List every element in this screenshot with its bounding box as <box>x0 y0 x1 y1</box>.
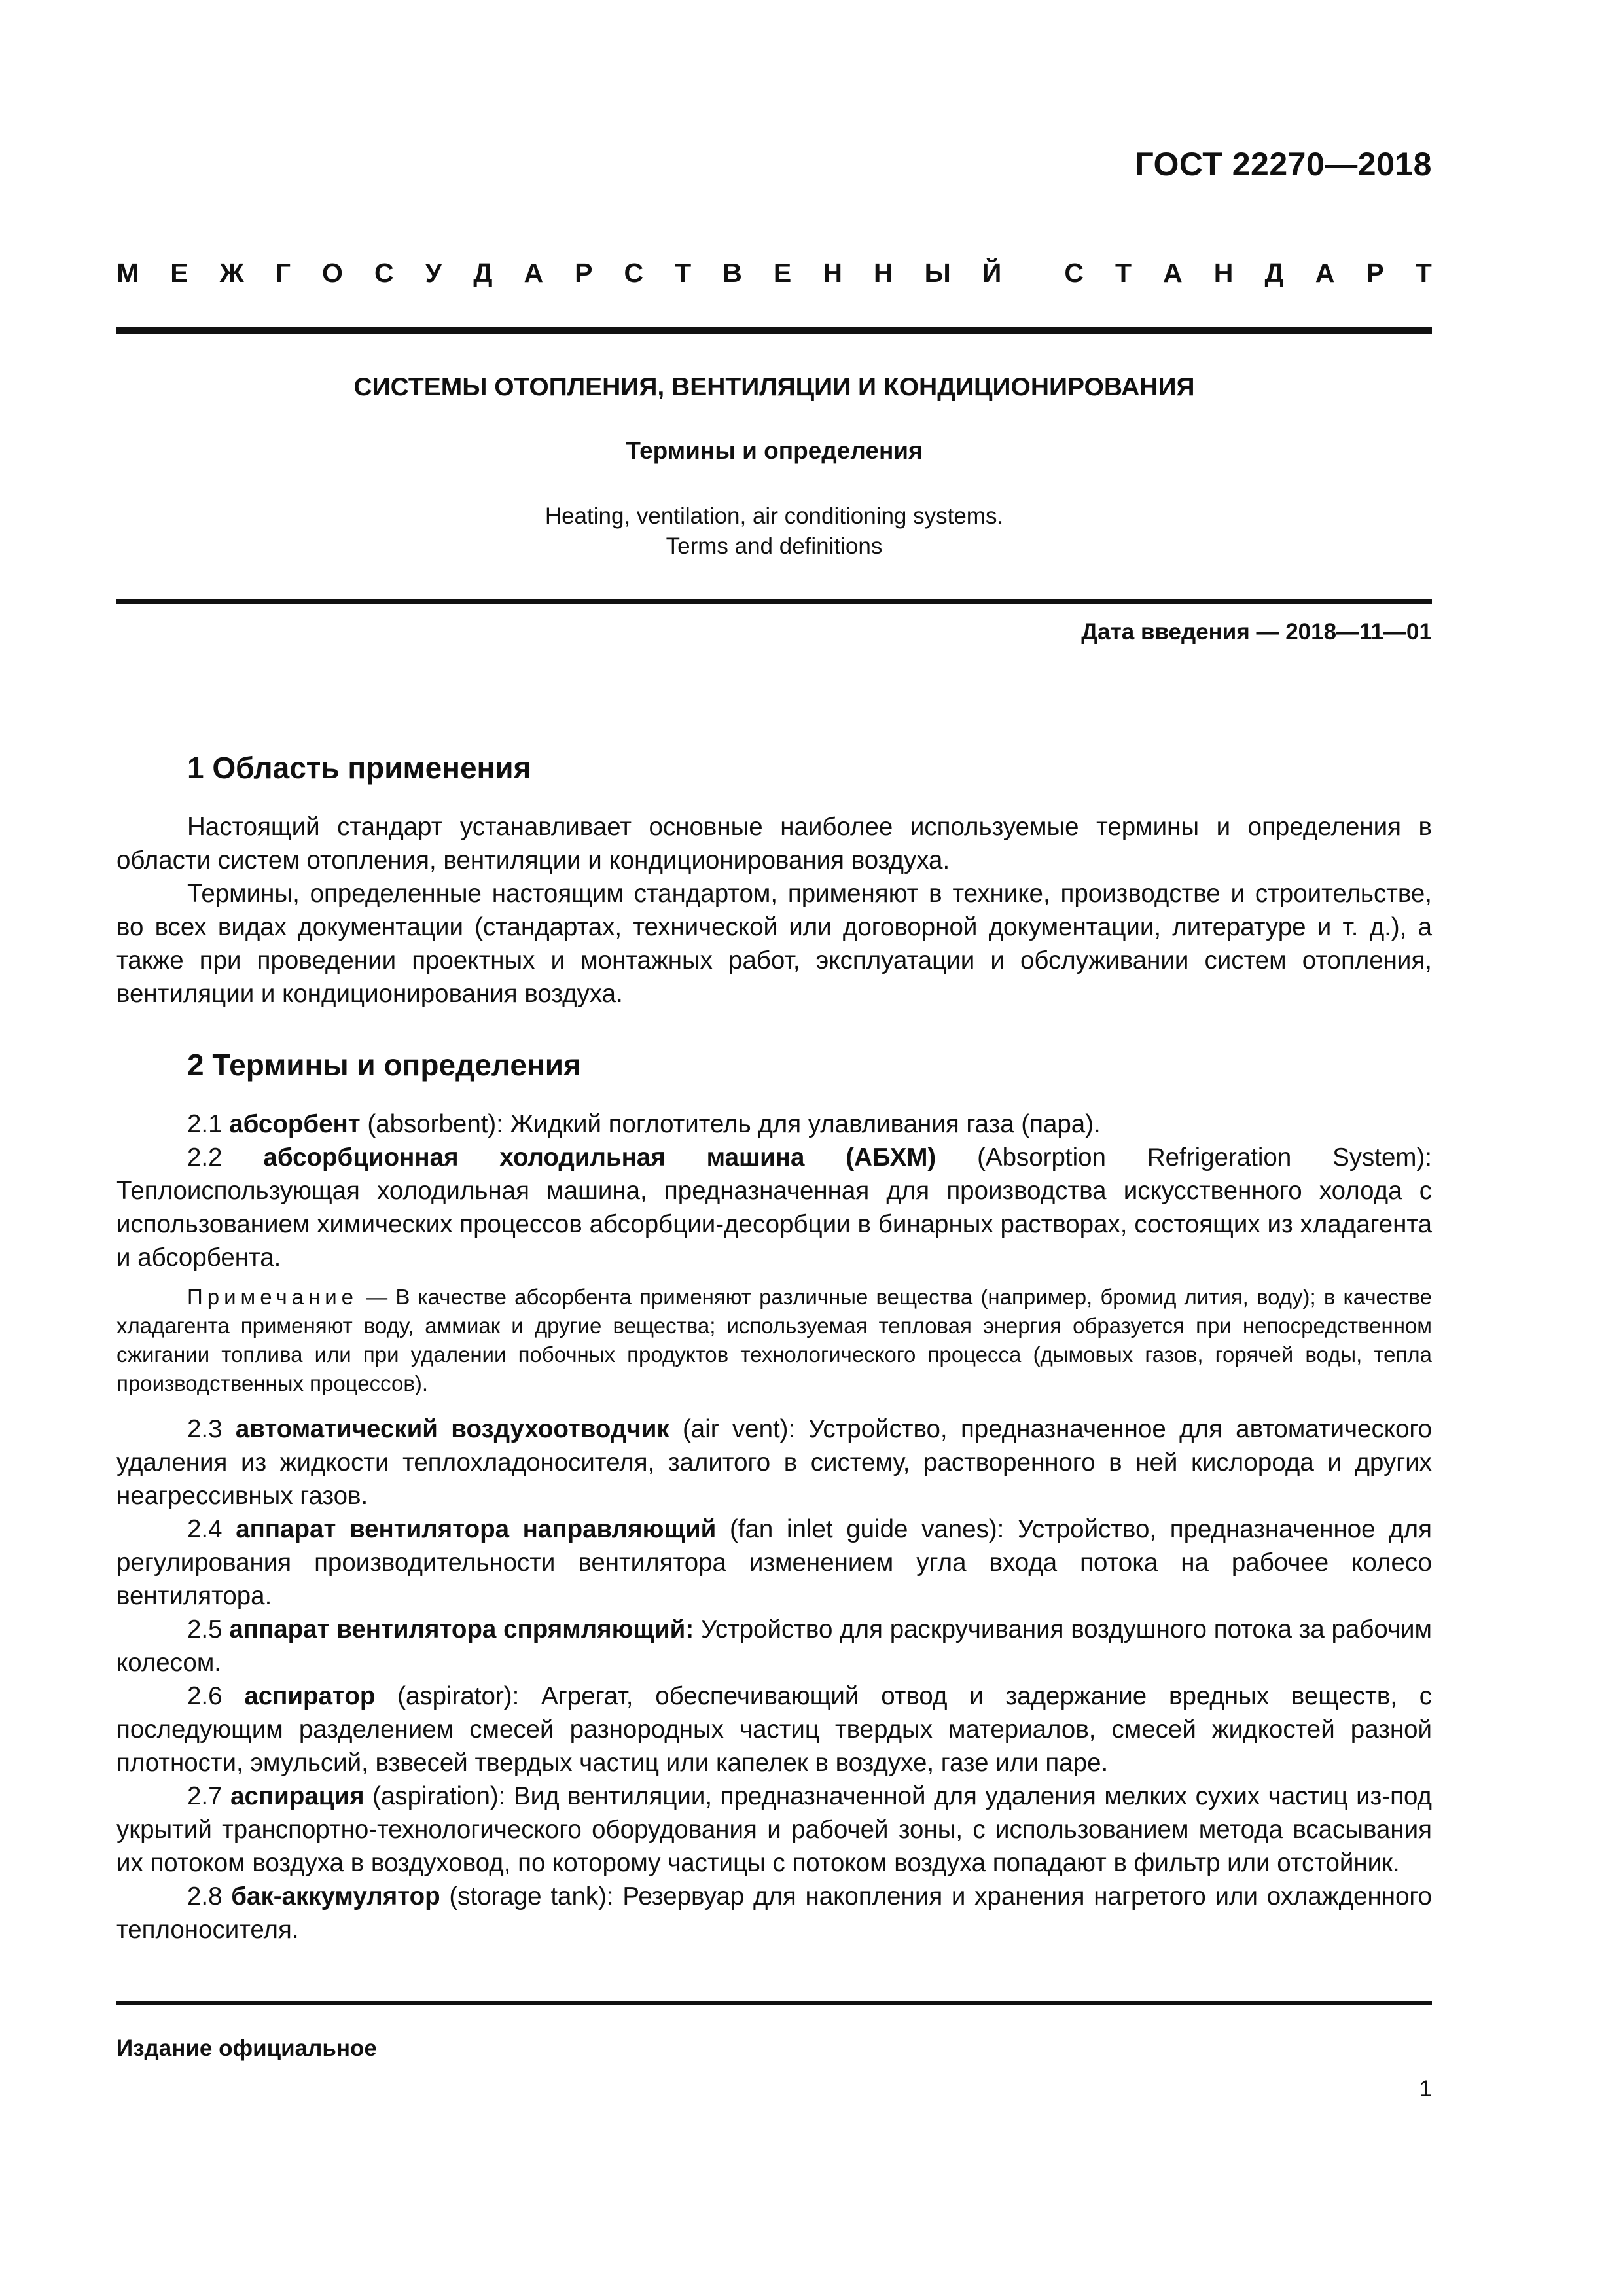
english-title-line-2: Terms and definitions <box>666 533 883 559</box>
term-entry <box>116 1880 1432 1946</box>
english-title-line-1: Heating, ventilation, air conditioning systems. <box>544 503 1004 529</box>
section-2-terms-a <box>116 1107 1432 1274</box>
term-definition: (Absorption Refrigeration System): Теплоиспользующая холодильная машина, предназначенная для производства искусственного холода с использованием химических процессов абсорбции-десорбции в бинарных растворах, состоящих из хладагента и абсорбента. <box>116 1143 1432 1272</box>
note-label: Примечание <box>187 1285 359 1309</box>
term-number: 2.2 <box>187 1143 223 1172</box>
standard-code: ГОСТ 22270—2018 <box>1135 146 1432 183</box>
header-letter: Р <box>1366 258 1384 288</box>
header-letter: Т <box>675 258 692 288</box>
term-definition: (storage tank): Резервуар для накопления и хранения нагретого или охлажденного теплоносителя. <box>116 1882 1432 1944</box>
paragraph: Настоящий стандарт устанавливает основные наиболее используемые термины и определения в области систем отопления, вентиляции и кондиционирования воздуха. <box>116 813 1432 874</box>
header-letter: Е <box>773 258 792 288</box>
header-letter: Н <box>1213 258 1234 288</box>
term-definition: (aspirator): Агрегат, обеспечивающий отвод и задержание вредных веществ, с последующим разделением смесей разнородных частиц твердых материалов, смесей жидкостей разной плотности, эмульсий, взвесей твердых частиц или капелек в воздухе, газе или паре. <box>116 1682 1432 1777</box>
document-subtitle: Термины и определения <box>626 437 923 464</box>
header-letter: Ы <box>924 258 951 288</box>
header-letter: Р <box>575 258 593 288</box>
term-entry <box>116 1780 1432 1880</box>
paragraph: Термины, определенные настоящим стандартом, применяют в технике, производстве и строительстве, во всех видах документации (стандартах, технической или договорной документации, литературе и т. д.), а также при проведении проектных и монтажных работ, эксплуатации и обслуживании систем отопления, вентиляции и кондиционирования воздуха. <box>116 880 1432 1008</box>
term-definition: Устройство для раскручивания воздушного потока за рабочим колесом. <box>116 1615 1432 1677</box>
term-definition: (absorbent): Жидкий поглотитель для улавливания газа (пара). <box>360 1110 1101 1138</box>
edition-label: Издание официальное <box>116 2036 377 2061</box>
term-entry <box>116 1107 1432 1141</box>
section-2-terms-b <box>116 1412 1432 1946</box>
header-letter: В <box>722 258 742 288</box>
term-name: аппарат вентилятора направляющий <box>236 1515 717 1543</box>
term-number: 2.1 <box>187 1110 223 1138</box>
header-letter: А <box>1163 258 1183 288</box>
header-letter: Н <box>873 258 893 288</box>
term-name: абсорбент <box>229 1110 361 1138</box>
header-letter: С <box>624 258 644 288</box>
term-entry <box>116 1412 1432 1513</box>
term-name: аспиратор <box>244 1682 376 1710</box>
section-1-body <box>116 810 1432 1011</box>
section-2-heading: 2 Термины и определения <box>187 1048 581 1082</box>
interstate-standard-header <box>116 258 1432 289</box>
term-number: 2.5 <box>187 1615 223 1643</box>
header-letter: Г <box>275 258 291 288</box>
header-letter: С <box>1064 258 1084 288</box>
header-letter: Д <box>1264 258 1284 288</box>
term-definition: (air vent): Устройство, предназначенное для автоматического удаления из жидкости теплохладоносителя, залитого в систему, растворенного в ней кислорода и других неагрессивных газов. <box>116 1415 1433 1510</box>
header-letter: Н <box>823 258 842 288</box>
document-page <box>116 0 1432 2296</box>
term-entry <box>116 1513 1432 1613</box>
header-letter: Т <box>1415 258 1432 288</box>
section-1-heading: 1 Область применения <box>187 751 531 785</box>
header-letter: Д <box>473 258 493 288</box>
term-name: аппарат вентилятора спрямляющий: <box>229 1615 694 1643</box>
header-letter: Е <box>170 258 188 288</box>
term-number: 2.4 <box>187 1515 223 1543</box>
term-entry <box>116 1141 1432 1274</box>
introduction-date: Дата введения — 2018—11—01 <box>1081 619 1432 645</box>
title-divider <box>116 599 1432 604</box>
term-definition: (aspiration): Вид вентиляции, предназначенной для удаления мелких сухих частиц из-под укрытий транспортно-технологического оборудования и рабочей зоны, с использованием метода всасывания их потоком воздуха в воздуховод, по которому частицы с потоком воздуха попадают в фильтр или отстойник. <box>116 1782 1432 1877</box>
header-letter: А <box>1315 258 1335 288</box>
header-letter: Ж <box>219 258 244 288</box>
page-number: 1 <box>1419 2076 1432 2102</box>
header-letter: Т <box>1115 258 1132 288</box>
note <box>116 1283 1432 1398</box>
footer-divider <box>116 2001 1432 2005</box>
term-name: бак-аккумулятор <box>231 1882 440 1910</box>
term-entry <box>116 1679 1432 1780</box>
header-letter: А <box>524 258 544 288</box>
header-letter: М <box>116 258 139 288</box>
header-letter: У <box>425 258 442 288</box>
term-definition: (fan inlet guide vanes): Устройство, предназначенное для регулирования производительности вентилятора изменением угла входа потока на рабочее колесо вентилятора. <box>116 1515 1432 1610</box>
term-name: аспирация <box>230 1782 365 1810</box>
term-entry <box>116 1613 1432 1679</box>
english-title <box>116 501 1432 562</box>
term-name: автоматический воздухоотводчик <box>235 1415 669 1443</box>
term-number: 2.3 <box>187 1415 223 1443</box>
header-divider <box>116 327 1432 334</box>
term-name: абсорбционная холодильная машина (АБХМ) <box>263 1143 936 1172</box>
term-number: 2.7 <box>187 1782 223 1810</box>
document-title: СИСТЕМЫ ОТОПЛЕНИЯ, ВЕНТИЛЯЦИИ И КОНДИЦИОНИРОВАНИЯ <box>353 373 1195 401</box>
term-number: 2.6 <box>187 1682 223 1710</box>
term-number: 2.8 <box>187 1882 223 1910</box>
header-letter: Й <box>982 258 1002 288</box>
header-letter: С <box>374 258 394 288</box>
note-text: — В качестве абсорбента применяют различные вещества (например, бромид лития, воду); в качестве хладагента применяют воду, аммиак и другие вещества; используемая тепловая энергия образуется при непосредственном сжигании топлива или при удалении побочных продуктов технологического процесса (дымовых газов, горячей воды, тепла производственных процессов). <box>116 1285 1432 1395</box>
header-letter: О <box>322 258 343 288</box>
